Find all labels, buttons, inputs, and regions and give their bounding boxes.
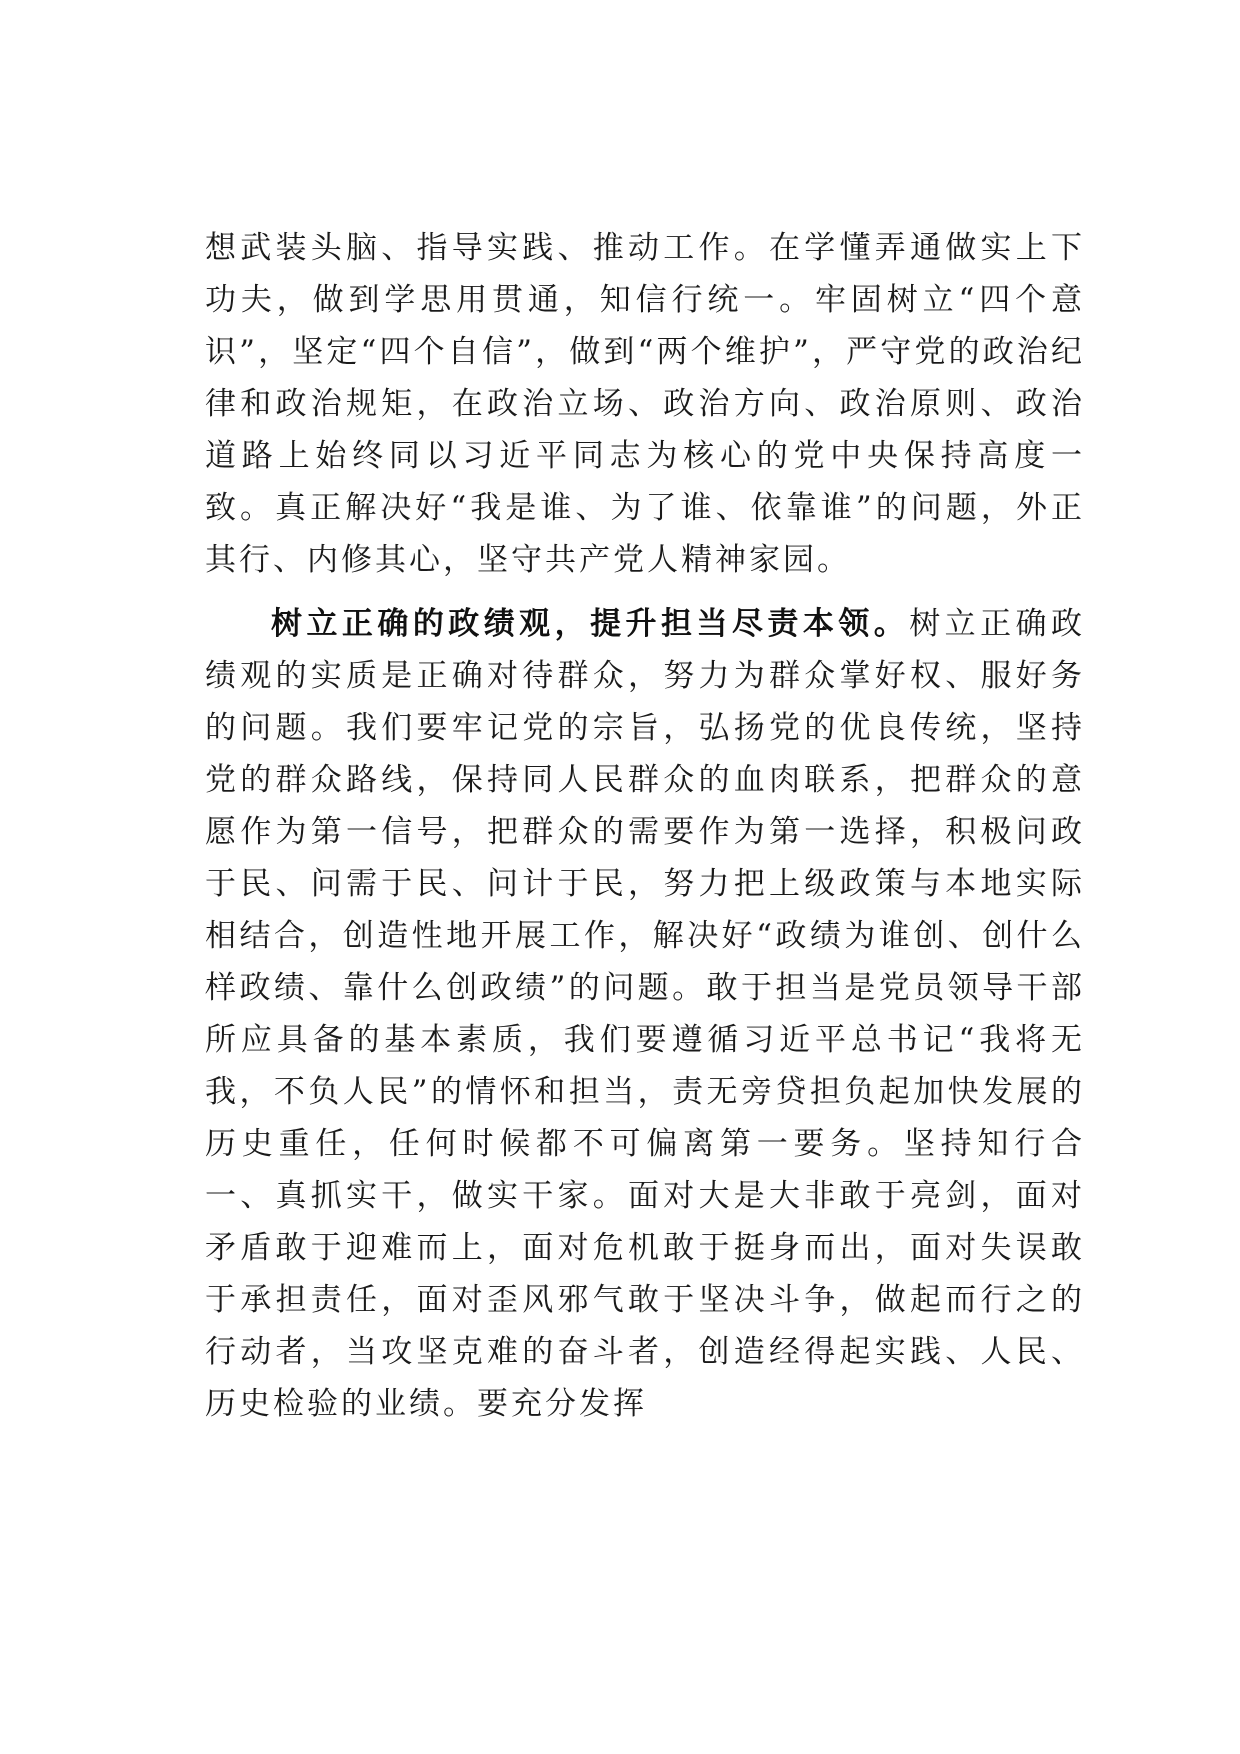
paragraph-text: 树立正确政绩观的实质是正确对待群众，努力为群众掌好权、服好务的问题。我们要牢记党的宗旨，弘扬党的优良传统，坚持党的群众路线，保持同人民群众的血肉联系，把群众的意愿作为第一信号，把群众的需要作为第一选择，积极问政于民、问需于民、问计于民，努力把上级政策与本地实际相结合，创造性地开展工作，解决好“政绩为谁创、创什么样政绩、靠什么创政绩”的问题。敢于担当是党员领导干部所应具备的基本素质，我们要遵循习近平总书记“我将无我，不负人民”的情怀和担当，责无旁贷担负起加快发展的历史重任，任何时候都不可偏离第一要务。坚持知行合一、真抓实干，做实干家。面对大是大非敢于亮剑，面对矛盾敢于迎难而上，面对危机敢于挺身而出，面对失误敢于承担责任，面对歪风邪气敢于坚决斗争，做起而行之的行动者，当攻坚克难的奋斗者，创造经得起实践、人民、历史检验的业绩。要充分发挥 [205,606,1086,1422]
paragraph-political-performance [205,598,1085,1430]
document-body [205,222,1085,1430]
paragraph-lead-heading: 树立正确的政绩观，提升担当尽责本领。 [271,606,910,642]
paragraph-text: 想武装头脑、指导实践、推动工作。在学懂弄通做实上下功夫，做到学思用贯通，知信行统一。牢固树立“四个意识”，坚定“四个自信”，做到“两个维护”，严守党的政治纪律和政治规矩，在政治立场、政治方向、政治原则、政治道路上始终同以习近平同志为核心的党中央保持高度一致。真正解决好“我是谁、为了谁、依靠谁”的问题，外正其行、内修其心，坚守共产党人精神家园。 [205,230,1085,578]
paragraph-continued [205,222,1085,586]
